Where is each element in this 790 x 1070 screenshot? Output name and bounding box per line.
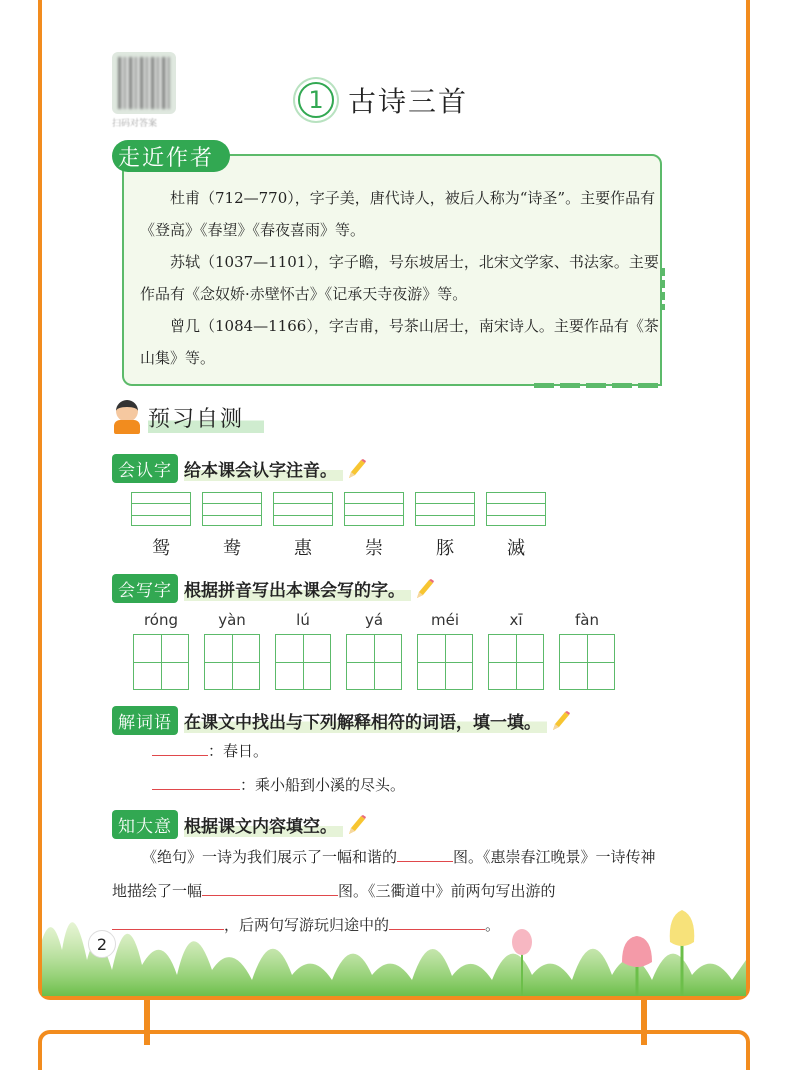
preview-heading xyxy=(112,400,264,434)
pinyin-label: lú xyxy=(296,611,310,629)
author-paragraph-sushi: 苏轼（1037—1101），字子瞻，号东坡居士，北宋文学家、书法家。主要作品有《念奴娇·赤壁怀古》《记承天寺夜游》等。 xyxy=(140,253,659,303)
writing-grid[interactable] xyxy=(133,634,189,690)
pinyin-label: róng xyxy=(143,611,179,629)
fill-text: 。 xyxy=(485,916,501,934)
lesson-title: 古诗三首 xyxy=(348,85,469,118)
pinyin-label: yàn xyxy=(218,611,246,629)
answer-blank[interactable] xyxy=(202,895,338,896)
fill-text: 图。《惠崇春江晚景》一诗传神地描绘了一幅 xyxy=(112,848,656,900)
writing-grid[interactable] xyxy=(204,634,260,690)
question-prompt: 在课文中找出与下列解释相符的词语，填一填。 xyxy=(184,708,547,733)
recognize-char: 豚 xyxy=(436,538,454,559)
answer-blank[interactable] xyxy=(152,789,240,790)
word-meaning-item-1 xyxy=(152,740,268,761)
question-main-idea xyxy=(112,810,367,839)
binder-ring-stem-bottom-left xyxy=(144,1000,150,1045)
recognize-char: 惠 xyxy=(294,538,312,559)
question-recognize-chars xyxy=(112,454,367,483)
pencil-icon xyxy=(345,814,367,836)
author-section-tag: 走近作者 xyxy=(112,140,230,172)
answer-blank[interactable] xyxy=(152,755,208,756)
pencil-icon xyxy=(413,578,435,600)
pinyin-answer-box[interactable] xyxy=(131,492,191,526)
writing-grid[interactable] xyxy=(488,634,544,690)
recognize-char: 鸳 xyxy=(152,538,170,559)
question-tag: 会写字 xyxy=(112,574,178,603)
question-tag: 知大意 xyxy=(112,810,178,839)
pinyin-answer-box[interactable] xyxy=(273,492,333,526)
pinyin-label: xī xyxy=(509,611,523,629)
lesson-number-badge: 1 xyxy=(298,82,334,118)
dash-decoration xyxy=(534,383,662,388)
author-paragraph-zengji: 曾几（1084—1166），字吉甫，号茶山居士，南宋诗人。主要作品有《茶山集》等。 xyxy=(140,317,659,367)
pinyin-answer-box[interactable] xyxy=(344,492,404,526)
student-avatar-icon xyxy=(112,400,142,434)
pencil-icon xyxy=(549,710,571,732)
pinyin-answer-box[interactable] xyxy=(415,492,475,526)
preview-title: 预习自测 xyxy=(148,402,264,433)
meaning-text: ：乘小船到小溪的尽头。 xyxy=(240,776,406,794)
pinyin-label: méi xyxy=(430,611,459,629)
writing-grid[interactable] xyxy=(346,634,402,690)
binder-ring-stem-bottom-right xyxy=(641,1000,647,1045)
pencil-icon xyxy=(345,458,367,480)
recognize-char: 鸯 xyxy=(223,538,241,559)
answer-blank[interactable] xyxy=(397,861,453,862)
pinyin-answer-box[interactable] xyxy=(202,492,262,526)
question-word-meaning xyxy=(112,706,571,735)
writing-grid[interactable] xyxy=(417,634,473,690)
question-tag: 会认字 xyxy=(112,454,178,483)
lesson-heading xyxy=(298,80,468,120)
recognize-char: 滅 xyxy=(507,538,525,559)
writing-grid[interactable] xyxy=(559,634,615,690)
pinyin-answer-box[interactable] xyxy=(486,492,546,526)
recognize-char: 崇 xyxy=(365,538,383,559)
pinyin-label: fàn xyxy=(575,611,599,629)
qr-code[interactable] xyxy=(112,52,176,114)
fill-text: 图。《三衢道中》前两句写出游的 xyxy=(338,882,556,900)
question-tag: 解词语 xyxy=(112,706,178,735)
answer-blank[interactable] xyxy=(112,929,224,930)
question-prompt: 根据拼音写出本课会写的字。 xyxy=(184,576,411,601)
question-prompt: 根据课文内容填空。 xyxy=(184,812,343,837)
main-idea-paragraph xyxy=(112,840,664,942)
page-number: 2 xyxy=(88,930,116,958)
author-paragraph-dufu: 杜甫（712—770），字子美，唐代诗人，被后人称为“诗圣”。主要作品有《登高》《春望》《春夜喜雨》等。 xyxy=(140,189,656,239)
fill-text: ，后两句写游玩归途中的 xyxy=(224,916,390,934)
writing-grid[interactable] xyxy=(275,634,331,690)
question-write-chars xyxy=(112,574,435,603)
pinyin-label: yá xyxy=(364,611,384,629)
answer-blank[interactable] xyxy=(389,929,485,930)
author-text xyxy=(140,182,662,374)
qr-caption: 扫码对答案 xyxy=(112,119,158,129)
fill-text: 《绝句》一诗为我们展示了一幅和谐的 xyxy=(142,848,398,866)
meaning-text: ：春日。 xyxy=(208,742,269,760)
word-meaning-item-2 xyxy=(152,774,405,795)
question-prompt: 给本课会认字注音。 xyxy=(184,456,343,481)
